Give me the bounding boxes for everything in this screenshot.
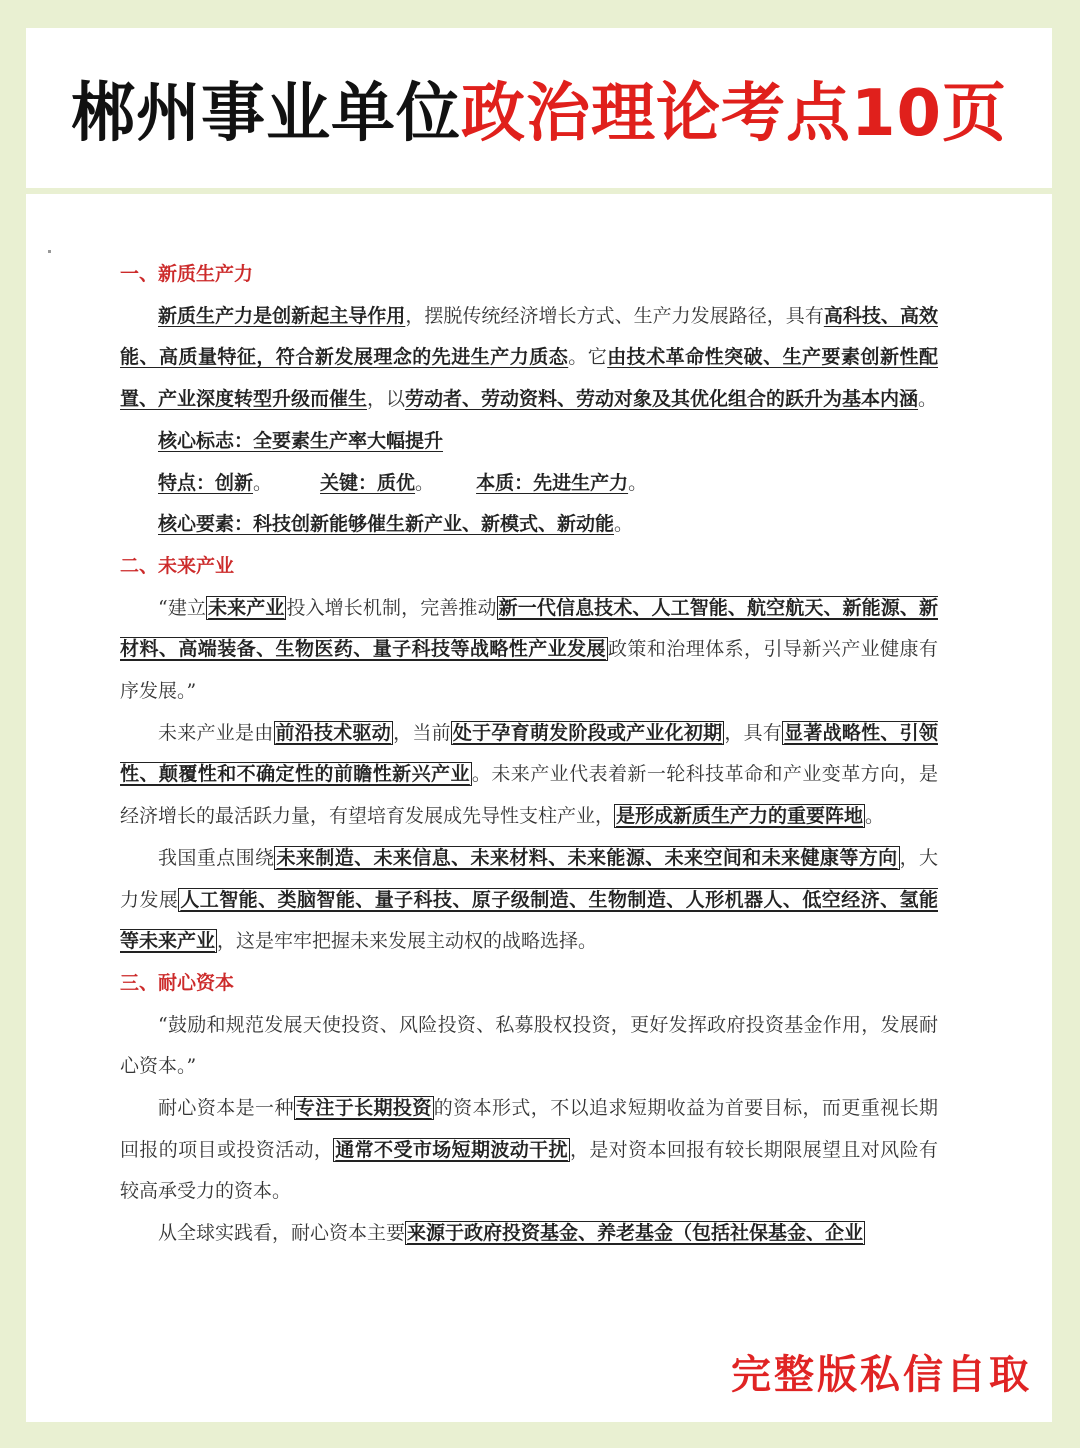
scan-dot xyxy=(48,250,51,253)
core-sign-line: 核心标志：全要素生产率大幅提升 xyxy=(158,429,444,452)
paragraph-s1-p1: 新质生产力是创新起主导作用，摆脱传统经济增长方式、生产力发展路径，具有高科技、高效能、高质量特征，符合新发展理念的先进生产力质态。它由技术革命性突破、生产要素创新性配置、产业深度转型升级而催生，以劳动者、劳动资料、劳动对象及其优化组合的跃升为基本内涵。 xyxy=(120,304,938,411)
title-red-part: 政治理论考点10页 xyxy=(460,77,1008,151)
paragraph-s2-p2: 未来产业是由 前沿技术驱动 ，当前 处于孕育萌发阶段或产业化初期 ，具有 显著战略性、引领性、颠覆性和不确定性的前瞻性新兴产业 。未来产业代表着新一轮科技革命和产业变革方向，是经济增长的最活跃力量，有望培育发展成先导性支柱产业， 是形成新质生产力的重要阵地 。 xyxy=(120,721,938,828)
section-heading-3: 三、耐心资本 xyxy=(120,971,235,994)
document-body xyxy=(120,254,938,1255)
paragraph-s3-p2: 耐心资本是一种 专注于长期投资 的资本形式，不以追求短期收益为首要目标，而更重视长期回报的项目或投资活动， 通常不受市场短期波动干扰 ，是对资本回报有较长期限展望且对风险有较高承受力的资本。 xyxy=(120,1097,938,1203)
title-black-part: 郴州事业单位 xyxy=(70,77,461,151)
paragraph-s3-p3: 从全球实践看，耐心资本主要 来源于政府投资基金、养老基金（包括社保基金、企业 xyxy=(158,1222,864,1245)
document-page xyxy=(26,194,1052,1422)
section-heading-2: 二、未来产业 xyxy=(120,554,235,577)
title-banner xyxy=(26,28,1052,188)
core-elements-line: 核心要素：科技创新能够催生新产业、新模式、新动能。 xyxy=(158,513,634,536)
cta-text: 完整版私信自取 xyxy=(731,1351,1032,1398)
paragraph-s2-p1: “建立 未来产业 投入增长机制，完善推动 新一代信息技术、人工智能、航空航天、新能源、新材料、高端装备、生物医药、量子科技等战略性产业发展 政策和治理体系，引导新兴产业健康有序发展。” xyxy=(120,596,938,703)
paragraph-s3-p1: “鼓励和规范发展天使投资、风险投资、私募股权投资，更好发挥政府投资基金作用，发展耐心资本。” xyxy=(120,1013,938,1078)
features-line: 特点：创新。 关键：质优。 本质：先进生产力。 xyxy=(158,471,648,494)
page-title xyxy=(71,62,1007,154)
section-heading-1: 一、新质生产力 xyxy=(120,263,254,285)
paragraph-s2-p3: 我国重点围绕 未来制造、未来信息、未来材料、未来能源、未来空间和未来健康等方向 ，大力发展 人工智能、类脑智能、量子科技、原子级制造、生物制造、人形机器人、低空经济、氢能等未来产业 ，这是牢牢把握未来发展主动权的战略选择。 xyxy=(120,846,938,953)
